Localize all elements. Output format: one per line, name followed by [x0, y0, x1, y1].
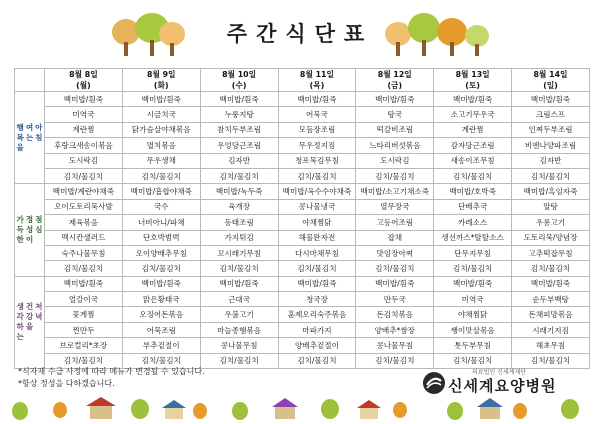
menu-item-cell: 무우정지짐 — [278, 138, 356, 153]
note-line: *항상 정성을 다하겠습니다. — [18, 379, 115, 388]
lunch-row — [15, 245, 590, 260]
menu-item-cell: 돈김치볶음 — [356, 307, 434, 322]
weekday-label: (수) — [200, 80, 278, 92]
day-header: 8월 9일 — [122, 69, 200, 81]
menu-item-cell: 단배추국 — [434, 199, 512, 214]
menu-item-cell: 오징어돈볶음 — [122, 307, 200, 322]
menu-item-cell: 백미밥/흰죽 — [122, 276, 200, 291]
menu-item-cell: 김치/물김치 — [278, 168, 356, 183]
menu-item-cell: 근대국 — [200, 292, 278, 307]
menu-item-cell: 순두부백탕 — [512, 292, 590, 307]
weekday-label: (금) — [356, 80, 434, 92]
menu-item-cell: 백미밥/흰죽 — [356, 92, 434, 107]
header-row — [15, 69, 590, 81]
note-line: *식자재 수급 사정에 따라 메뉴가 변경될 수 있습니다. — [18, 367, 205, 376]
lunch-row — [15, 215, 590, 230]
menu-item-cell: 김자반 — [512, 153, 590, 168]
menu-item-cell: 백미밥/계란야채죽 — [45, 184, 123, 199]
dow-row — [15, 80, 590, 92]
menu-item-cell: 훈제오리숙주볶음 — [278, 307, 356, 322]
menu-item-cell: 김치/물김치 — [278, 261, 356, 276]
side-label-word: 정 성 이 — [25, 215, 34, 245]
menu-item-cell: 김치/물김치 — [434, 261, 512, 276]
menu-item-cell: 김자반 — [200, 153, 278, 168]
menu-item-cell: 단호박범벅 — [122, 230, 200, 245]
menu-item-cell: 김치/물김치 — [356, 353, 434, 368]
menu-item-cell: 누룽지탕 — [200, 107, 278, 122]
menu-item-cell: 양배추겉절이 — [278, 338, 356, 353]
dinner-row — [15, 307, 590, 322]
side-label-word: 행 복 을 — [16, 122, 24, 152]
menu-item-cell: 잡채 — [356, 230, 434, 245]
menu-item-cell: 맑은황태국 — [122, 292, 200, 307]
logo-mark-icon — [422, 371, 446, 395]
menu-item-cell: 김치/물김치 — [45, 353, 123, 368]
menu-item-cell: 김치/물김치 — [512, 261, 590, 276]
menu-item-cell: 가지튀김 — [200, 230, 278, 245]
menu-item-cell: 계란찜 — [434, 122, 512, 137]
day-header: 8월 8일 — [45, 69, 123, 81]
menu-item-cell: 백미밥/흰죽 — [122, 92, 200, 107]
menu-item-cell: 쌩이맛살볶음 — [434, 322, 512, 337]
menu-item-cell: 단무지무침 — [434, 245, 512, 260]
menu-item-cell: 도토리묵/양념장 — [512, 230, 590, 245]
menu-item-cell: 백미밥/흰죽 — [278, 276, 356, 291]
tree-cluster-right-icon — [382, 10, 492, 60]
menu-item-cell: 백미밥/흰죽 — [45, 276, 123, 291]
lunch-row — [15, 199, 590, 214]
menu-item-cell: 백미밥/흰죽 — [278, 92, 356, 107]
menu-item-cell: 고추떡잡무침 — [512, 245, 590, 260]
corner-cell — [15, 69, 45, 92]
menu-item-cell: 도시락김 — [356, 153, 434, 168]
header — [0, 0, 600, 62]
menu-item-cell: 시금치국 — [122, 107, 200, 122]
day-header: 8월 10일 — [200, 69, 278, 81]
village-decoration-icon — [0, 395, 600, 424]
menu-item-cell: 마늘종햄볶음 — [200, 322, 278, 337]
logo-foundation-text: 의료법인 신세계재단 — [472, 369, 527, 376]
side-label-word: 저 녁 — [35, 302, 43, 322]
side-label-word: 생 각 하 는 — [16, 302, 24, 342]
menu-item-cell: 김치/물김치 — [45, 261, 123, 276]
menu-item-cell: 김치/물김치 — [200, 261, 278, 276]
menu-item-cell: 너비아니/파채 — [122, 215, 200, 230]
menu-item-cell: 소고기무우국 — [434, 107, 512, 122]
weekday-label: (화) — [122, 80, 200, 92]
breakfast-row — [15, 138, 590, 153]
menu-item-cell: 얼갈이국 — [45, 292, 123, 307]
menu-item-cell: 부추겉절이 — [122, 338, 200, 353]
menu-item-cell: 시래기지짐 — [512, 322, 590, 337]
logo-hospital-name: 신세계요양병원 — [448, 377, 557, 395]
dinner-row — [15, 276, 590, 291]
menu-item-cell: 비엔나양파조림 — [512, 138, 590, 153]
breakfast-row — [15, 153, 590, 168]
breakfast-row — [15, 168, 590, 183]
menu-item-cell: 감자당근조림 — [434, 138, 512, 153]
menu-item-cell: 동태조림 — [200, 215, 278, 230]
menu-item-cell: 해초무침 — [512, 338, 590, 353]
menu-item-cell: 김치/물김치 — [122, 168, 200, 183]
menu-item-cell: 김치/물김치 — [512, 353, 590, 368]
menu-item-cell: 백미밥/흑임자죽 — [512, 184, 590, 199]
menu-item-cell: 백미밥/호박죽 — [434, 184, 512, 199]
menu-item-cell: 꼬시래기무침 — [200, 245, 278, 260]
menu-item-cell: 백미밥/흰죽 — [45, 92, 123, 107]
lunch-row — [15, 261, 590, 276]
menu-item-cell: 백미밥/흰죽 — [512, 276, 590, 291]
menu-item-cell: 모듬장조림 — [278, 122, 356, 137]
weekday-label: (토) — [434, 80, 512, 92]
day-header: 8월 14일 — [512, 69, 590, 81]
weekday-label: (목) — [278, 80, 356, 92]
breakfast-side-label — [15, 92, 45, 184]
menu-item-cell: 청국장 — [278, 292, 356, 307]
lunch-row — [15, 230, 590, 245]
menu-item-cell: 도시락김 — [45, 153, 123, 168]
menu-item-cell: 꽃게찜 — [45, 307, 123, 322]
menu-item-cell: 크림스프 — [512, 107, 590, 122]
menu-item-cell: 콩나물무침 — [200, 338, 278, 353]
menu-item-cell: 무우생채 — [122, 153, 200, 168]
menu-item-cell: 생선까스*탈탈소스 — [434, 230, 512, 245]
menu-item-cell: 맛임장아찌 — [356, 245, 434, 260]
dinner-row — [15, 322, 590, 337]
menu-item-cell: 후랑크새송이볶음 — [45, 138, 123, 153]
menu-item-cell: 톳두부무침 — [434, 338, 512, 353]
menu-item-cell: 오이양배추무침 — [122, 245, 200, 260]
menu-item-cell: 다시마채무침 — [278, 245, 356, 260]
weekday-label: (일) — [512, 80, 590, 92]
breakfast-row — [15, 107, 590, 122]
dinner-row — [15, 338, 590, 353]
menu-item-cell: 백미밥/흰죽 — [356, 276, 434, 291]
menu-item-cell: 탕국 — [356, 107, 434, 122]
menu-item-cell: 어묵조림 — [122, 322, 200, 337]
menu-item-cell: 인찌두부조림 — [512, 122, 590, 137]
menu-item-cell: 야채찜닭 — [434, 307, 512, 322]
menu-item-cell: 브로컬리*초장 — [45, 338, 123, 353]
menu-item-cell: 카레소스 — [434, 215, 512, 230]
menu-item-cell: 새송이조무침 — [434, 153, 512, 168]
menu-item-cell: 백미밥/흰죽 — [512, 92, 590, 107]
menu-item-cell: 김치/물김치 — [200, 168, 278, 183]
day-header: 8월 11일 — [278, 69, 356, 81]
menu-item-cell: 김치/물김치 — [512, 168, 590, 183]
menu-item-cell: 김치/물김치 — [45, 168, 123, 183]
menu-item-cell: 닭가슴살야채볶음 — [122, 122, 200, 137]
menu-item-cell: 청포묵김무침 — [278, 153, 356, 168]
menu-item-cell: 만두국 — [356, 292, 434, 307]
menu-item-cell: 계란찜 — [45, 122, 123, 137]
menu-item-cell: 맥시칸샐러드 — [45, 230, 123, 245]
day-header: 8월 12일 — [356, 69, 434, 81]
menu-item-cell: 야채찜닭 — [278, 215, 356, 230]
menu-item-cell: 백미밥/녹두죽 — [200, 184, 278, 199]
menu-item-cell: 육개장 — [200, 199, 278, 214]
menu-item-cell: 콩나물냉국 — [278, 199, 356, 214]
side-label-word: 점 심 — [35, 215, 43, 235]
menu-item-cell: 백미밥/흰죽 — [200, 276, 278, 291]
menu-item-cell: 우엉당근조림 — [200, 138, 278, 153]
weekday-label: (월) — [45, 80, 123, 92]
side-label-word: 여 는 — [25, 122, 34, 142]
menu-item-cell: 김치/물김치 — [356, 168, 434, 183]
menu-item-cell: 알탕 — [512, 199, 590, 214]
menu-item-cell: 열무장국 — [356, 199, 434, 214]
page-title: 주간식단표 — [226, 22, 374, 46]
menu-item-cell: 마파가지 — [278, 322, 356, 337]
menu-item-cell: 우롱고기 — [512, 215, 590, 230]
menu-item-cell: 고등어조림 — [356, 215, 434, 230]
menu-item-cell: 오이도토리묵사발 — [45, 199, 123, 214]
menu-item-cell: 떡갈비조림 — [356, 122, 434, 137]
menu-item-cell: 백미밥/소고기채소죽 — [356, 184, 434, 199]
menu-item-cell: 김치/물김치 — [200, 353, 278, 368]
menu-item-cell: 양배추*쌈장 — [356, 322, 434, 337]
menu-item-cell: 백미밥/흰죽 — [434, 92, 512, 107]
side-label-word: 건 강 을 — [25, 302, 34, 332]
menu-item-cell: 해물완자전 — [278, 230, 356, 245]
menu-item-cell: 미역국 — [434, 292, 512, 307]
lunch-row — [15, 184, 590, 199]
menu-item-cell: 숙주나물무침 — [45, 245, 123, 260]
menu-item-cell: 어묵국 — [278, 107, 356, 122]
menu-item-cell: 제육볶음 — [45, 215, 123, 230]
menu-item-cell: 백미밥/옥수수야채죽 — [278, 184, 356, 199]
menu-item-cell: 멸치볶음 — [122, 138, 200, 153]
menu-item-cell: 미역국 — [45, 107, 123, 122]
menu-item-cell: 김치/물김치 — [278, 353, 356, 368]
menu-item-cell: 백미밥/흰죽 — [434, 276, 512, 291]
weekly-menu-table — [14, 68, 590, 369]
menu-item-cell: 김치/물김치 — [122, 261, 200, 276]
menu-item-cell: 김치/물김치 — [434, 168, 512, 183]
hospital-logo — [420, 365, 590, 397]
menu-item-cell: 우불고기 — [200, 307, 278, 322]
notes — [18, 366, 205, 390]
breakfast-row — [15, 122, 590, 137]
dinner-row — [15, 292, 590, 307]
menu-item-cell: 국수 — [122, 199, 200, 214]
menu-item-cell: 김치/물김치 — [122, 353, 200, 368]
day-header: 8월 13일 — [434, 69, 512, 81]
menu-item-cell: 느타리버섯볶음 — [356, 138, 434, 153]
lunch-side-label — [15, 184, 45, 276]
menu-item-cell: 백미밥/흠합야채죽 — [122, 184, 200, 199]
side-label-word: 아 침 — [35, 122, 43, 142]
dinner-side-label — [15, 276, 45, 368]
side-label-word: 가 득 한 — [16, 215, 24, 245]
menu-item-cell: 돈채피망볶음 — [512, 307, 590, 322]
menu-item-cell: 참치두부조림 — [200, 122, 278, 137]
menu-item-cell: 콩나물무침 — [356, 338, 434, 353]
menu-item-cell: 김치/물김치 — [434, 353, 512, 368]
breakfast-row — [15, 92, 590, 107]
menu-item-cell: 김치/물김치 — [356, 261, 434, 276]
menu-item-cell: 찐만두 — [45, 322, 123, 337]
menu-item-cell: 백미밥/흰죽 — [200, 92, 278, 107]
